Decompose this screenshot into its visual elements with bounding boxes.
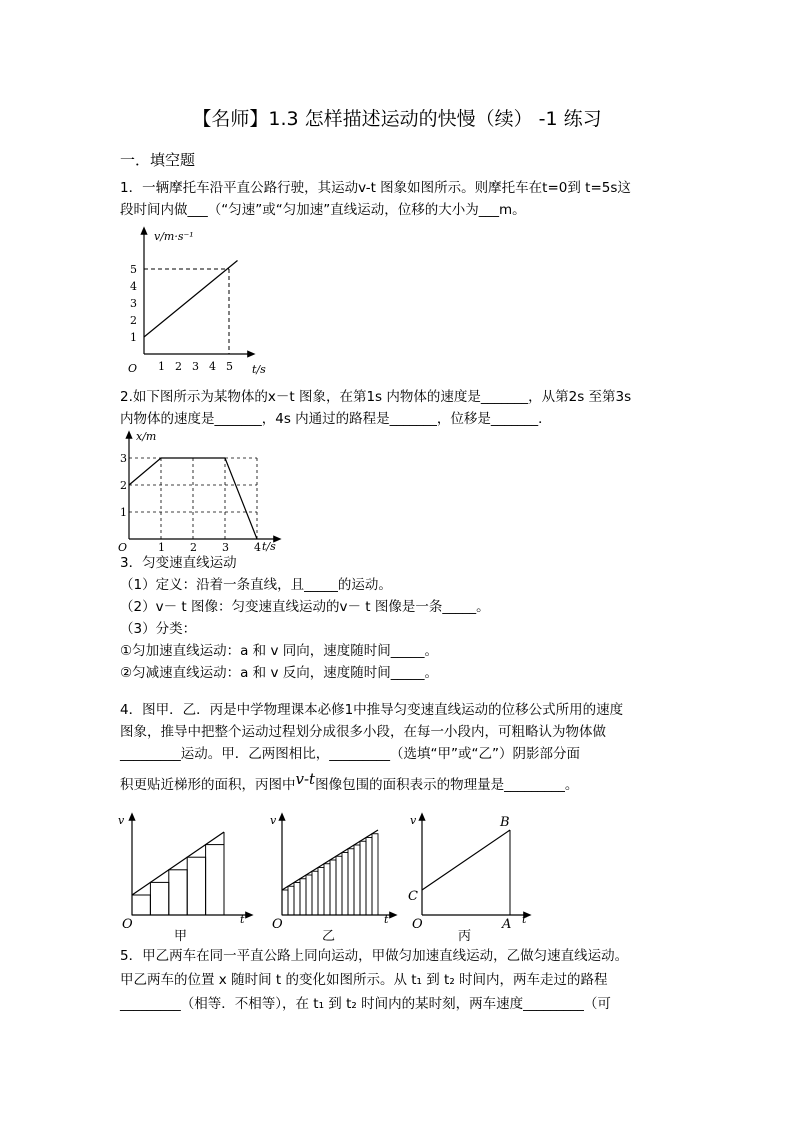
q2-ytick-label: 1 [120, 506, 127, 519]
q1-line2: 段时间内做___（“匀速”或“匀加速”直线运动，位移的大小为___m。 [120, 202, 526, 218]
q4-line3: _________运动。甲．乙两图相比，_________（选填“甲”或“乙”）阴影部分面 [120, 746, 580, 762]
q1-xtick-label: 1 [158, 360, 165, 373]
yi-bar [354, 845, 360, 915]
yi-bar [288, 886, 294, 915]
q4-line4-a: 积更贴近梯形的面积，丙图中 [120, 777, 296, 793]
q3-line6: ②匀减速直线运动：a 和 v 反向，速度随时间_____。 [120, 665, 438, 681]
svg-text:v: v [118, 814, 125, 827]
jia-bar [132, 895, 150, 915]
page-title: 【名师】1.3 怎样描述运动的快慢（续） -1 练习 [192, 108, 602, 130]
svg-text:C: C [408, 889, 418, 904]
q1-ytick-label: 3 [130, 297, 137, 310]
svg-text:A: A [502, 917, 512, 932]
q5-line3: _________（相等．不相等），在 t₁ 到 t₂ 时间内的某时刻，两车速度_________（可 [120, 996, 611, 1012]
q2-xtick-label: 4 [254, 541, 261, 554]
jia-bar [150, 882, 168, 915]
q1-xtick-label: 5 [226, 360, 233, 373]
svg-text:B: B [500, 815, 510, 830]
q3-line2: （1）定义：沿着一条直线，且_____的运动。 [120, 577, 392, 593]
q2-xtick-label: 1 [158, 541, 165, 554]
q3-line4: （3）分类： [120, 621, 197, 637]
yi-bar [342, 853, 348, 916]
svg-text:v: v [270, 814, 277, 827]
yi-bar [300, 879, 306, 915]
section-heading: 一．填空题 [120, 151, 196, 169]
q1-xtick-label: 3 [192, 360, 199, 373]
yi-bar [282, 890, 288, 915]
q3-line1: 3．匀变速直线运动 [120, 555, 237, 571]
svg-text:O: O [272, 917, 283, 932]
yi-bar [372, 834, 378, 915]
yi-bar [294, 883, 300, 916]
q2-ytick-label: 2 [120, 479, 127, 492]
yi-bar [336, 856, 342, 915]
q4-line4 [120, 770, 579, 795]
svg-text:v: v [410, 814, 417, 827]
svg-text:t: t [522, 913, 527, 926]
yi-bar [348, 849, 354, 915]
q1-xlabel: t/s [252, 363, 266, 376]
q1-ytick-label: 4 [130, 280, 137, 293]
yi-bar [330, 860, 336, 915]
q4-line2: 图象，推导中把整个运动过程划分成很多小段，在每一小段内，可粗略认为物体做 [120, 724, 606, 740]
q2-xlabel: t/s [262, 540, 276, 553]
q2-line1: 2.如下图所示为某物体的x－t 图象，在第1s 内物体的速度是_______，从第2s 至第3s [120, 389, 632, 405]
q1-ylabel: v/m·s⁻¹ [154, 230, 194, 243]
q2-xt-graph [118, 430, 283, 556]
svg-text:O: O [122, 917, 133, 932]
q1-xtick-label: 2 [175, 360, 182, 373]
yi-bar [366, 838, 372, 916]
svg-text:t: t [384, 913, 389, 926]
q4-graph-yi [266, 810, 406, 945]
jia-bar [169, 870, 187, 915]
q1-origin: O [128, 362, 138, 375]
q1-ytick-label: 2 [130, 314, 137, 327]
q4-graph-jia [116, 810, 256, 945]
jia-bar [206, 845, 224, 915]
yi-bar [324, 864, 330, 915]
q3-line3: （2）v－ t 图像：匀变速直线运动的v－ t 图像是一条_____。 [120, 599, 490, 615]
svg-text:t: t [240, 913, 245, 926]
q2-origin: O [118, 541, 128, 554]
q1-velocity-line [144, 261, 238, 338]
q2-ytick-label: 3 [120, 452, 127, 465]
yi-bar [312, 871, 318, 915]
q5-line1: 5．甲乙两车在同一平直公路上同向运动，甲做匀加速直线运动，乙做匀速直线运动。 [120, 948, 629, 964]
yi-bar [360, 841, 366, 915]
q5-line2: 甲乙两车的位置 x 随时间 t 的变化如图所示。从 t₁ 到 t₂ 时间内，两车走过的路程 [120, 972, 608, 988]
q1-ytick-label: 5 [130, 263, 137, 276]
q2-xtick-label: 3 [222, 541, 229, 554]
q2-xtick-label: 2 [190, 541, 197, 554]
q1-xtick-label: 4 [209, 360, 216, 373]
q4-line4-b: 图像包围的面积表示的物理量是_________。 [315, 777, 579, 793]
q2-ylabel: x/m [136, 430, 157, 443]
q1-vt-graph [118, 226, 278, 378]
svg-text:O: O [412, 917, 423, 932]
q4-caption-bing: 丙 [458, 929, 472, 944]
q4-vt-symbol: v-t [295, 770, 316, 788]
jia-bar [187, 857, 205, 915]
q1-line1: 1．一辆摩托车沿平直公路行驶，其运动v-t 图象如图所示。则摩托车在t=0到 t=5s这 [120, 180, 631, 196]
yi-bar [318, 868, 324, 916]
q4-caption-yi: 乙 [322, 929, 336, 944]
q3-line5: ①匀加速直线运动：a 和 v 同向，速度随时间_____。 [120, 643, 438, 659]
q4-line1: 4．图甲．乙．丙是中学物理课本必修1中推导匀变速直线运动的位移公式所用的速度 [120, 702, 624, 718]
q4-caption-jia: 甲 [174, 929, 188, 944]
q1-ytick-label: 1 [130, 331, 137, 344]
q2-line2: 内物体的速度是_______，4s 内通过的路程是_______，位移是_______． [120, 411, 552, 427]
q4-graph-bing [406, 810, 541, 945]
yi-bar [306, 875, 312, 915]
